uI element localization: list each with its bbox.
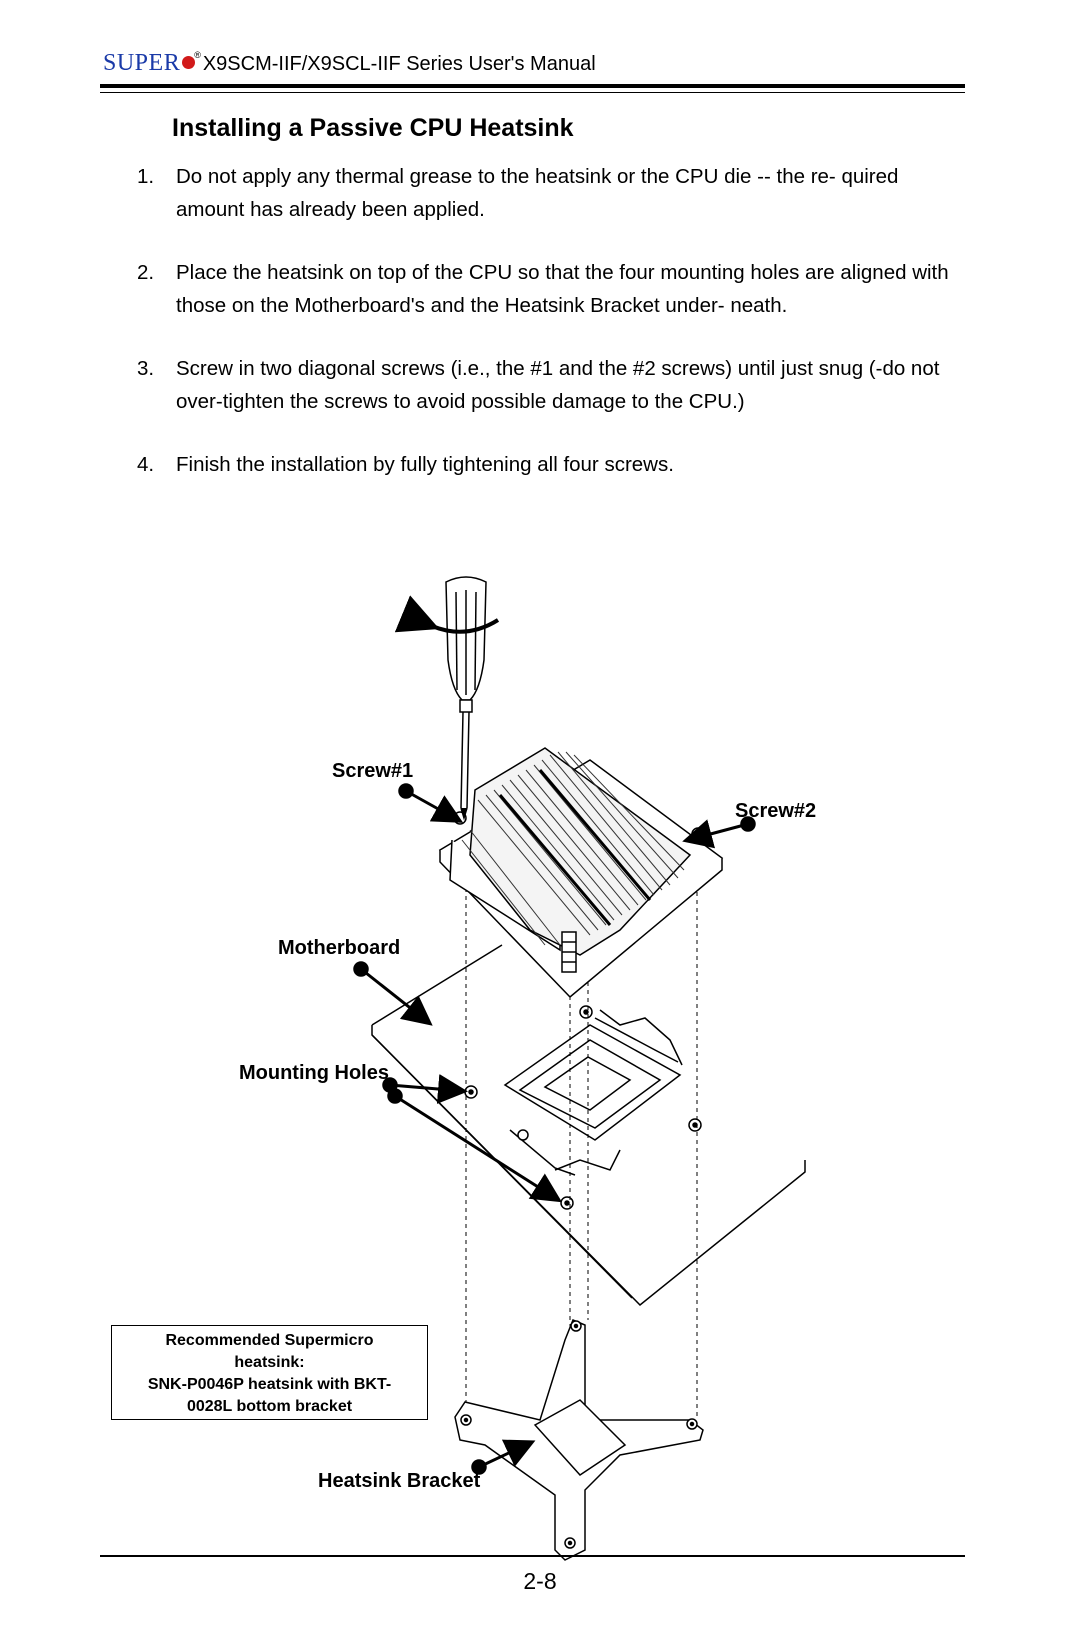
recommendation-line: heatsink: (234, 1354, 305, 1371)
step-text: Screw in two diagonal screws (i.e., the #1 and the #2 screws) until just snug (-do not over-tighten the screws to avoid possible damage to the CPU.) (176, 357, 940, 413)
recommendation-line: Recommended Supermicro (165, 1332, 374, 1349)
screwdriver-icon (446, 577, 486, 818)
screw2-label: Screw#2 (735, 800, 817, 822)
screw1-label: Screw#1 (332, 760, 414, 782)
step-number: 3. (137, 357, 155, 380)
section-title: Installing a Passive CPU Heatsink (172, 114, 574, 142)
recommendation-line: 0028L bottom bracket (186, 1398, 353, 1415)
heatsink-illustration (440, 748, 722, 997)
step-text: Do not apply any thermal grease to the heatsink or the CPU die -- the re- quired amount has already been applied. (176, 165, 899, 221)
brand-logo: SUPER (103, 50, 181, 76)
mounting-holes-label: Mounting Holes (239, 1062, 389, 1084)
recommendation-box (111, 1325, 428, 1420)
step-number: 2. (137, 261, 155, 284)
heatsink-bracket-illustration (455, 1320, 703, 1560)
recommendation-line: SNK-P0046P heatsink with BKT- (147, 1376, 392, 1393)
registered-mark: ® (194, 50, 201, 60)
heatsink-bracket-label: Heatsink Bracket (318, 1470, 481, 1492)
motherboard-label: Motherboard (278, 937, 401, 959)
manual-title: X9SCM-IIF/X9SCL-IIF Series User's Manual (202, 53, 596, 75)
step-text: Place the heatsink on top of the CPU so that the four mounting holes are aligned with those on the Motherboard's and the Heatsink Bracket under- neath. (176, 261, 949, 317)
step-number: 1. (137, 165, 155, 188)
footer-rule (100, 1555, 965, 1557)
page-number: 2-8 (523, 1568, 557, 1594)
cpu-socket-illustration (505, 1010, 682, 1175)
step-text: Finish the installation by fully tightening all four screws. (176, 453, 674, 476)
step-number: 4. (137, 453, 155, 476)
